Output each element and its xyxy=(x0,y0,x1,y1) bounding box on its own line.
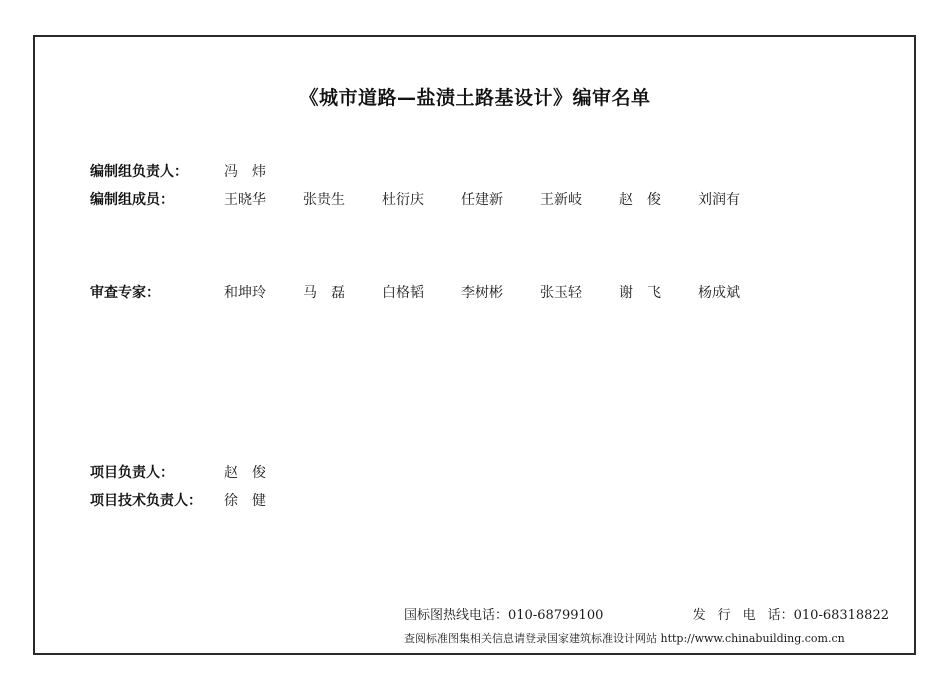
person-name: 谢 飞 xyxy=(619,285,661,301)
person-name: 赵 俊 xyxy=(224,465,266,481)
compilation-leader-label: 编制组负责人： xyxy=(90,164,188,180)
page-title: 《城市道路—盐渍土路基设计》编审名单 xyxy=(299,87,651,109)
issue-label: 发行电 xyxy=(692,608,768,623)
person-name: 冯 炜 xyxy=(224,164,266,180)
footer-phone-line xyxy=(404,604,889,623)
issue-phone-group xyxy=(693,604,889,623)
person-name: 马 磊 xyxy=(303,285,345,301)
person-name: 徐 健 xyxy=(224,493,266,509)
person-name: 王晓华 xyxy=(224,192,266,208)
person-name: 张贵生 xyxy=(303,192,345,208)
review-experts-label: 审查专家： xyxy=(90,285,160,301)
document-frame xyxy=(33,35,916,655)
footer-website-line: 查阅标准图集相关信息请登录国家建筑标准设计网站 http://www.chinabuilding.com.cn xyxy=(404,632,845,645)
person-name: 刘润有 xyxy=(698,192,740,208)
compilation-leader-row xyxy=(90,160,303,182)
person-name: 杨成斌 xyxy=(698,285,740,301)
person-name: 张玉轻 xyxy=(540,285,582,301)
person-name: 任建新 xyxy=(461,192,503,208)
compilation-members-names xyxy=(224,189,777,209)
person-name: 赵 俊 xyxy=(619,192,661,208)
project-leader-label: 项目负责人： xyxy=(90,465,174,481)
person-name: 和坤玲 xyxy=(224,285,266,301)
compilation-members-label: 编制组成员： xyxy=(90,192,174,208)
compilation-leader-names xyxy=(224,161,303,181)
project-leader-row xyxy=(90,461,303,483)
compilation-members-row xyxy=(90,188,777,210)
person-name: 杜衍庆 xyxy=(382,192,424,208)
project-tech-leader-label: 项目技术负责人： xyxy=(90,493,202,509)
issue-phone: 话：010-68318822 xyxy=(767,608,889,623)
person-name: 李树彬 xyxy=(461,285,503,301)
hotline-text: 国标图热线电话：010-68799100 xyxy=(404,608,604,623)
person-name: 白格韬 xyxy=(382,285,424,301)
project-tech-leader-names xyxy=(224,490,303,510)
review-experts-names xyxy=(224,282,777,302)
project-leader-names xyxy=(224,462,303,482)
project-tech-leader-row xyxy=(90,489,303,511)
person-name: 王新岐 xyxy=(540,192,582,208)
review-experts-row xyxy=(90,281,777,303)
